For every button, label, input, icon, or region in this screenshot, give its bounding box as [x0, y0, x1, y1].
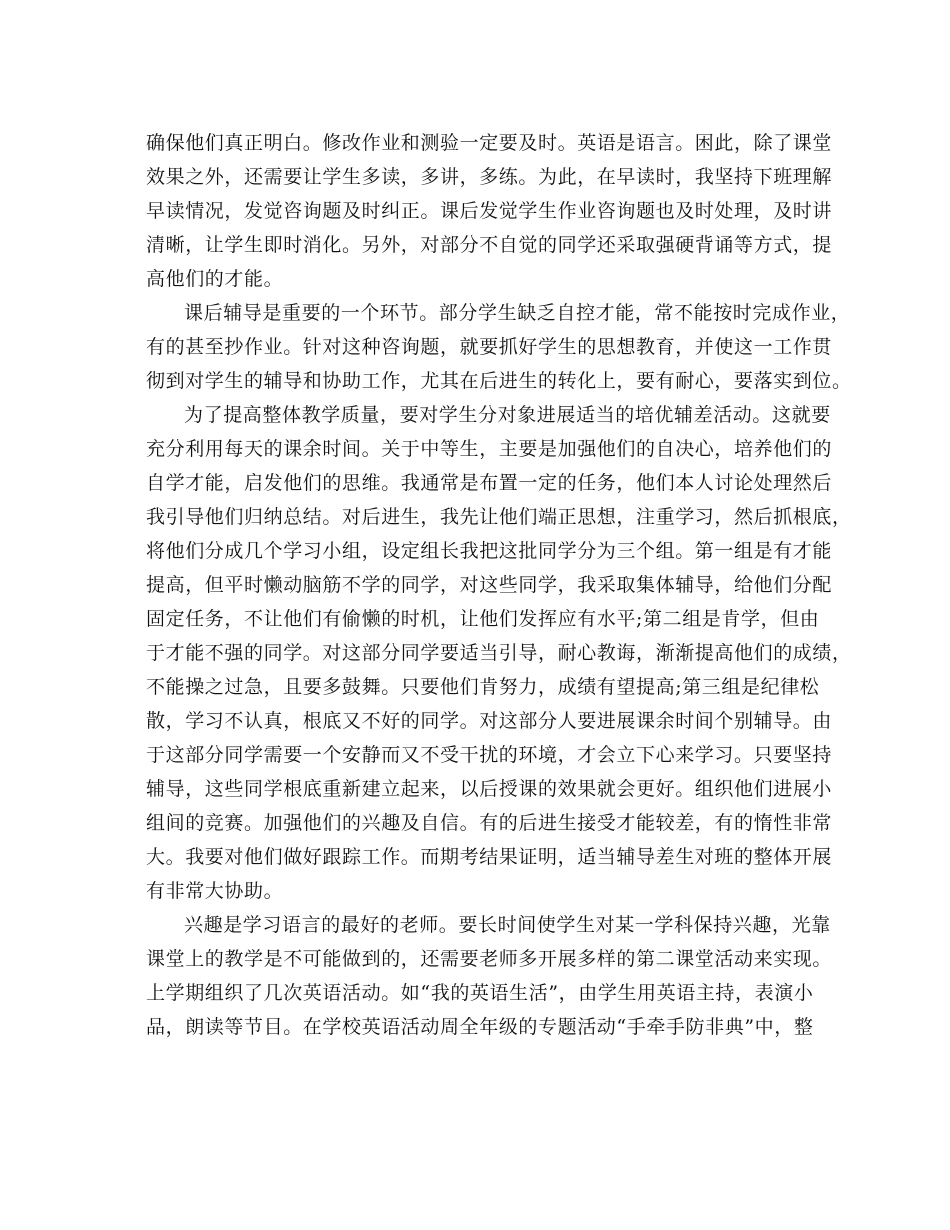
text-line: 清晰，让学生即时消化。另外，对部分不自觉的同学还采取强硬背诵等方式，提 — [146, 234, 833, 256]
text-line: 不能操之过急，且要多鼓舞。只要他们肯努力，成绩有望提高;第三组是纪律松 — [146, 676, 820, 698]
text-line: 辅导，这些同学根底重新建立起来，以后授课的效果就会更好。组织他们进展小 — [146, 778, 833, 800]
text-line: 自学才能，启发他们的思维。我通常是布置一定的任务，他们本人讨论处理然后 — [146, 472, 833, 494]
text-line: 将他们分成几个学习小组，设定组长我把这批同学分为三个组。第一组是有才能 — [146, 540, 833, 562]
text-line: 彻到对学生的辅导和协助工作，尤其在后进生的转化上，要有耐心，要落实到位。 — [146, 370, 852, 392]
text-line: 效果之外，还需要让学生多读，多讲，多练。为此，在早读时，我坚持下班理解 — [146, 166, 833, 188]
text-line: 有的甚至抄作业。针对这种咨询题，就要抓好学生的思想教育，并使这一工作贯 — [146, 336, 833, 358]
text-line: 课后辅导是重要的一个环节。部分学生缺乏自控才能，常不能按时完成作业， — [184, 302, 851, 324]
text-line: 兴趣是学习语言的最好的老师。要长时间使学生对某一学科保持兴趣，光靠 — [184, 914, 831, 936]
text-line: 我引导他们归纳总结。对后进生，我先让他们端正思想，注重学习，然后抓根底， — [146, 506, 852, 528]
text-line: 组间的竞赛。加强他们的兴趣及自信。有的后进生接受才能较差，有的惰性非常 — [146, 812, 833, 834]
text-line: 品，朗读等节目。在学校英语活动周全年级的专题活动“手牵手防非典”中，整 — [146, 1016, 814, 1038]
text-line: 早读情况，发觉咨询题及时纠正。课后发觉学生作业咨询题也及时处理，及时讲 — [146, 200, 833, 222]
text-line: 高他们的才能。 — [146, 268, 284, 290]
text-line: 于这部分同学需要一个安静而又不受干扰的环境，才会立下心来学习。只要坚持 — [146, 744, 833, 766]
text-line: 充分利用每天的课余时间。关于中等生，主要是加强他们的自决心，培养他们的 — [146, 438, 833, 460]
text-line: 固定任务，不让他们有偷懒的时机，让他们发挥应有水平;第二组是肯学，但由 — [146, 608, 820, 630]
text-line: 有非常大协助。 — [146, 880, 284, 902]
text-line: 提高，但平时懒动脑筋不学的同学，对这些同学，我采取集体辅导，给他们分配 — [146, 574, 833, 596]
text-line: 散，学习不认真，根底又不好的同学。对这部分人要进展课余时间个别辅导。由 — [146, 710, 833, 732]
text-line: 确保他们真正明白。修改作业和测验一定要及时。英语是语言。困此，除了课堂 — [146, 132, 833, 154]
document-body — [146, 126, 852, 1044]
text-line: 上学期组织了几次英语活动。如“我的英语生活”，由学生用英语主持，表演小 — [146, 982, 814, 1004]
text-line: 于才能不强的同学。对这部分同学要适当引导，耐心教诲，渐渐提高他们的成绩， — [146, 642, 852, 664]
text-line: 大。我要对他们做好跟踪工作。而期考结果证明，适当辅导差生对班的整体开展 — [146, 846, 833, 868]
text-line: 为了提高整体教学质量，要对学生分对象进展适当的培优辅差活动。这就要 — [184, 404, 831, 426]
text-line: 课堂上的教学是不可能做到的，还需要老师多开展多样的第二课堂活动来实现。 — [146, 948, 833, 970]
